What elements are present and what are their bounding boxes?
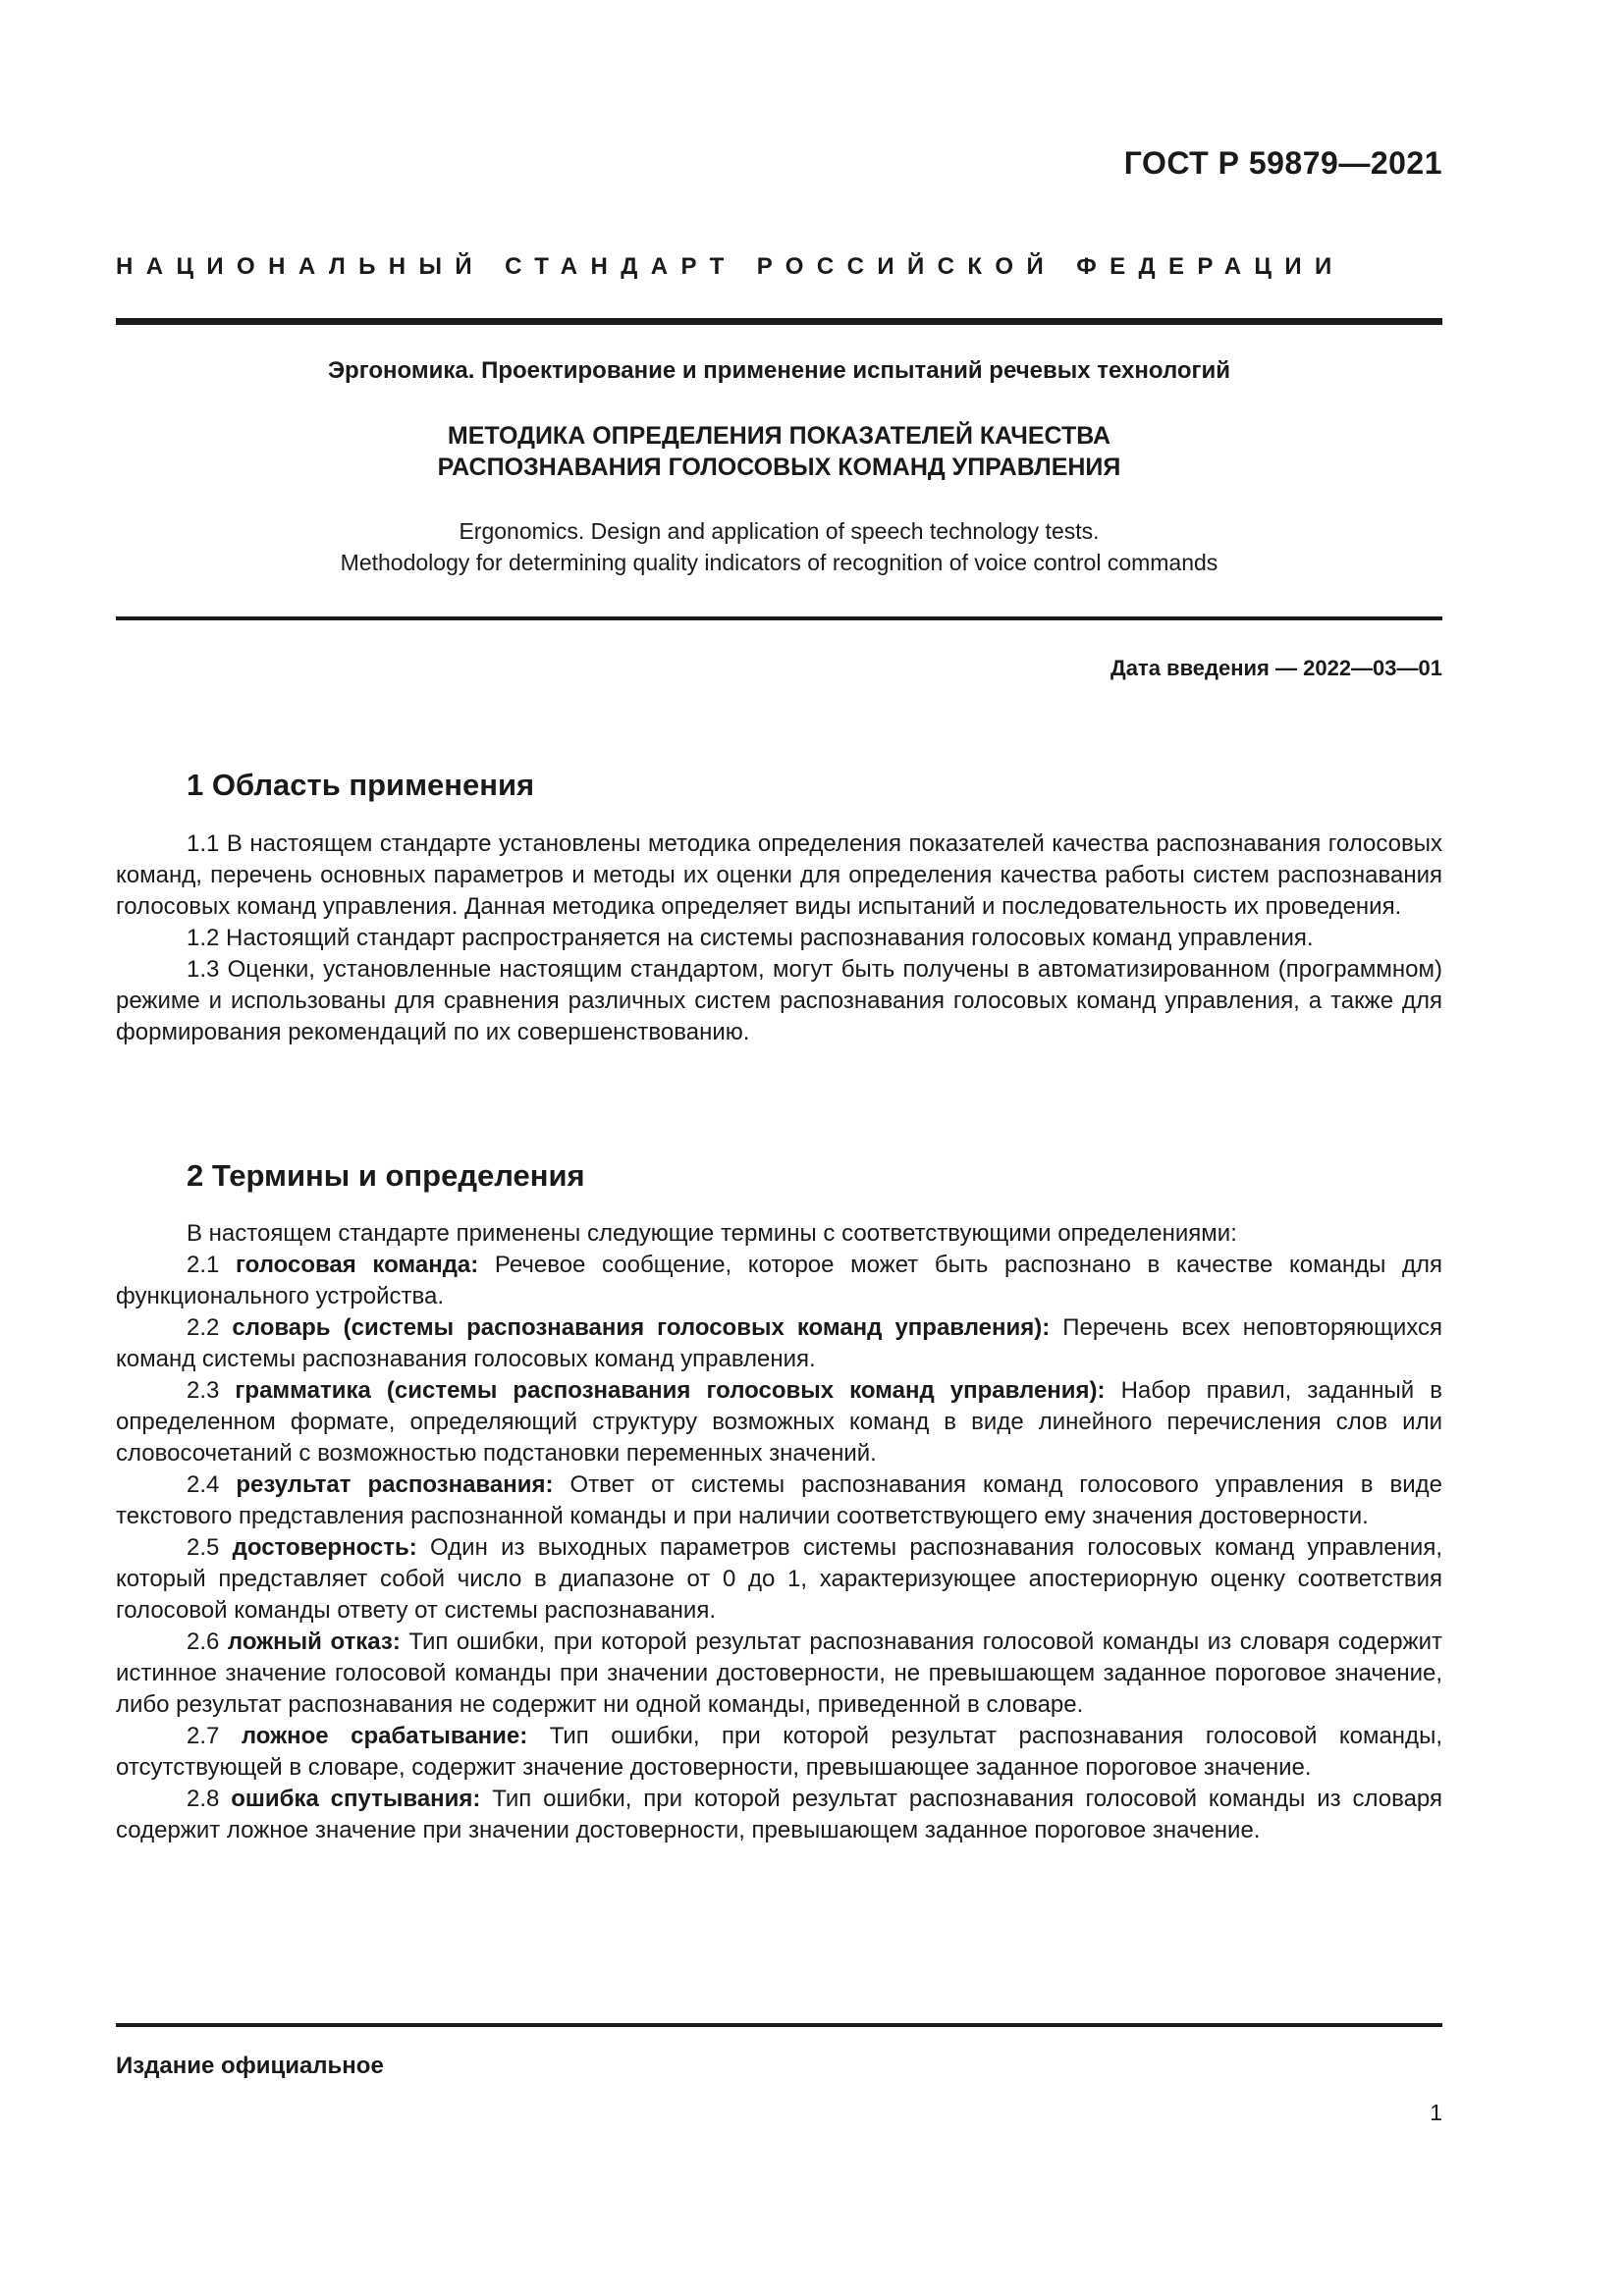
document-general-title: Эргономика. Проектирование и применение испытаний речевых технологий — [327, 357, 1231, 384]
header-divider — [116, 318, 1442, 325]
standard-designation: ГОСТ Р 59879—2021 — [1123, 145, 1442, 181]
term-2-8: 2.8 ошибка спутывания: Тип ошибки, при которой результат распознавания голосовой команды из словаря содержит ложное значение при значении достоверности, превышающем заданное пороговое значение. — [116, 1786, 1442, 1843]
section-1-body — [116, 828, 1442, 1048]
clause-1-2: 1.2 Настоящий стандарт распространяется на системы распознавания голосовых команд управления. — [187, 925, 1314, 951]
english-title — [116, 515, 1442, 578]
english-title-line-2: Methodology for determining quality indicators of recognition of voice control commands — [340, 550, 1218, 575]
official-edition-label: Издание официальное — [116, 2053, 384, 2079]
section-1-heading: 1 Область применения — [187, 768, 535, 802]
document-specific-title — [116, 420, 1442, 483]
english-title-line-1: Ergonomics. Design and application of speech technology tests. — [459, 518, 1100, 544]
term-name: ложное срабатывание: — [241, 1723, 528, 1749]
term-2-5: 2.5 достоверность: Один из выходных параметров системы распознавания голосовых команд управления, который представляет собой число в диапазоне от 0 до 1, характеризующее апостериорную оценку соответствия голосовой команды ответу от системы распознавания. — [116, 1534, 1442, 1624]
term-name: словарь (системы распознавания голосовых команд управления): — [232, 1314, 1051, 1341]
section-2-heading: 2 Термины и определения — [187, 1158, 585, 1193]
section-2-body — [116, 1218, 1442, 1846]
term-name: грамматика (системы распознавания голосовых команд управления): — [235, 1377, 1106, 1404]
term-name: достоверность: — [232, 1534, 417, 1561]
term-2-2: 2.2 словарь (системы распознавания голосовых команд управления): Перечень всех неповторяющихся команд системы распознавания голосовых команд управления. — [116, 1314, 1443, 1372]
specific-title-line-1: МЕТОДИКА ОПРЕДЕЛЕНИЯ ПОКАЗАТЕЛЕЙ КАЧЕСТВА — [447, 422, 1111, 450]
title-divider — [116, 616, 1442, 620]
term-2-3: 2.3 грамматика (системы распознавания голосовых команд управления): Набор правил, заданный в определенном формате, определяющий структуру возможных команд в виде линейного перечисления слов или словосочетаний с возможностью подстановки переменных значений. — [116, 1377, 1443, 1467]
term-name: голосовая команда: — [235, 1252, 479, 1278]
term-2-1: 2.1 голосовая команда: Речевое сообщение, которое может быть распознано в качестве команды для функционального устройства. — [116, 1252, 1443, 1309]
terms-intro: В настоящем стандарте применены следующие термины с соответствующими определениями: — [187, 1220, 1237, 1247]
term-name: ложный отказ: — [227, 1629, 401, 1655]
clause-1-3: 1.3 Оценки, установленные настоящим стандартом, могут быть получены в автоматизированном (программном) режиме и использованы для сравнения различных систем распознавания голосовых команд управления, а также для формирования рекомендаций по их совершенствованию. — [116, 956, 1442, 1045]
introduction-date: Дата введения — 2022—03—01 — [1110, 656, 1442, 680]
national-standard-banner: НАЦИОНАЛЬНЫЙ СТАНДАРТ РОССИЙСКОЙ ФЕДЕРАЦИИ — [116, 253, 1345, 280]
page-number: 1 — [1430, 2100, 1442, 2125]
specific-title-line-2: РАСПОЗНАВАНИЯ ГОЛОСОВЫХ КОМАНД УПРАВЛЕНИЯ — [437, 454, 1121, 481]
clause-1-1: 1.1 В настоящем стандарте установлены методика определения показателей качества распознавания голосовых команд, перечень основных параметров и методы их оценки для определения качества работы систем распознавания голосовых команд управления. Данная методика определяет виды испытаний и последовательность их проведения. — [116, 830, 1442, 920]
term-2-7: 2.7 ложное срабатывание: Тип ошибки, при которой результат распознавания голосовой команды, отсутствующей в словаре, содержит значение достоверности, превышающее заданное пороговое значение. — [116, 1723, 1442, 1781]
footer-divider — [116, 2023, 1442, 2027]
term-name: ошибка спутывания: — [231, 1786, 481, 1812]
term-name: результат распознавания: — [236, 1471, 554, 1498]
term-2-4: 2.4 результат распознавания: Ответ от системы распознавания команд голосового управления в виде текстового представления распознанной команды и при наличии соответствующего ему значения достоверности. — [116, 1471, 1442, 1529]
term-2-6: 2.6 ложный отказ: Тип ошибки, при которой результат распознавания голосовой команды из словаря содержит истинное значение голосовой команды при значении достоверности, не превышающем заданное пороговое значение, либо результат распознавания не содержит ни одной команды, приведенной в словаре. — [116, 1629, 1443, 1718]
